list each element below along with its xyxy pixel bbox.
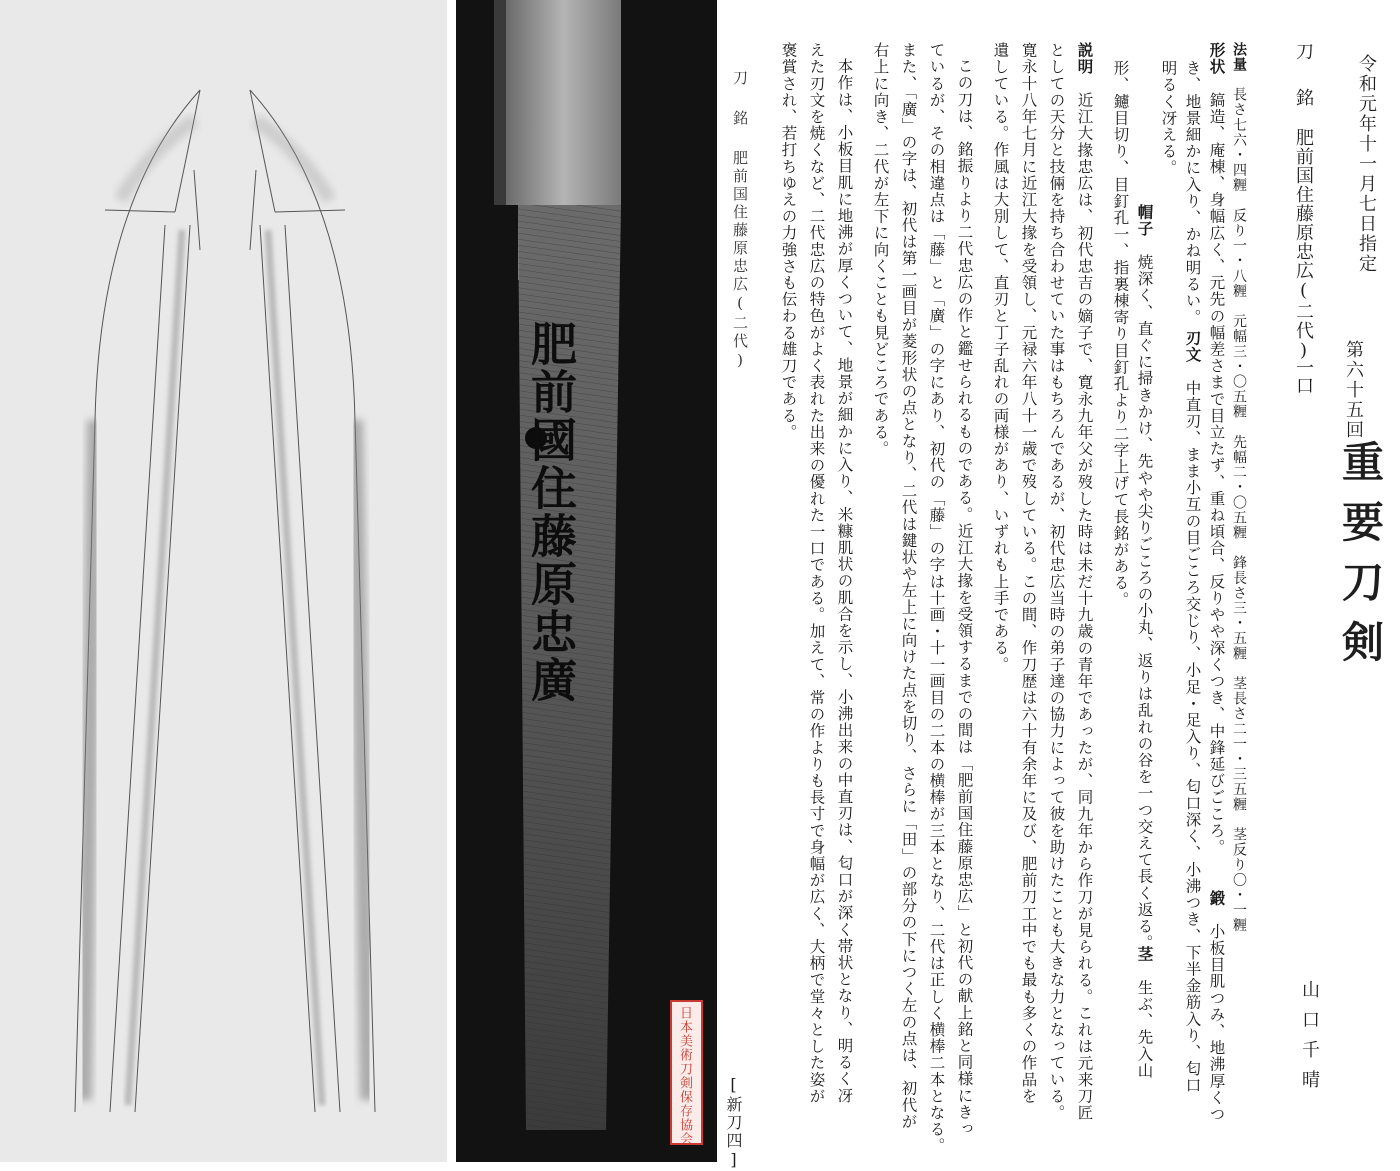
item-mei-label: 銘	[1293, 88, 1314, 106]
nakago-photograph	[456, 0, 717, 1162]
setsumei-line-2: としての天分と技倆を持ち合わせていた事はもちろんであるが、初代忠広当時の弟子達の協力によって彼を助けたことも大きな力となっている。	[1047, 42, 1066, 1121]
hamon-continued: 明るく冴える。	[1159, 60, 1178, 177]
hamon-row	[1184, 330, 1201, 1094]
kitae-row	[1208, 890, 1225, 1122]
image-caption-type: 刀	[731, 70, 749, 88]
item-type: 刀	[1293, 42, 1314, 60]
image-caption-mei: 肥前国住藤原忠広(二代)	[731, 150, 749, 372]
setsumei-line-4: 遺している。作風は大別して、直刃と丁子乱れの両様があり、いずれも上手である。	[991, 42, 1010, 673]
houryou-row	[1232, 42, 1246, 933]
nakago-drawing	[456, 0, 717, 1162]
hamon-label: 刃文	[1183, 330, 1203, 364]
nakago-row	[1136, 946, 1153, 1079]
nakago-continued: 形、鑢目切り、目釘孔一、指裏棟寄り目釘孔より二字上げて長銘がある。	[1111, 60, 1130, 608]
boshi-text: 焼深く、直ぐに掃きかけ、先やや尖りごころの小丸、返りは乱れの谷を一つ交えて長く返る。	[1135, 253, 1154, 952]
author-name: 山口千晴	[1299, 980, 1320, 1100]
keijou-continued: き、地景細かに入り、かね明るい。	[1183, 60, 1202, 326]
item-mei: 肥前国住藤原忠広(二代)	[1293, 128, 1314, 362]
nakago-label: 茎	[1135, 946, 1155, 963]
designation-date: 令和元年十一月七日指定	[1356, 54, 1377, 274]
nakago-text: 生ぶ、先入山	[1135, 979, 1154, 1079]
houryou-label: 法量	[1231, 42, 1247, 73]
setsumei-label: 説明	[1075, 42, 1095, 76]
para2-line-3: また、「廣」の字は、初代は第一画目が菱形状の点となり、二代は鍵状や左上に向けた点を切り、さらに「田」の部分の下につく左の点は、初代が	[899, 42, 918, 1130]
kitae-label: 鍛	[1207, 890, 1227, 907]
item-count: 一口	[1293, 358, 1314, 394]
setsumei-line-1: 近江大掾忠広は、初代忠吉の嫡子で、寛永九年父が歿した時は未だ十九歳の青年であったが、同九年から作刀が見られる。これは元来刀匠	[1075, 91, 1094, 1122]
oshigata-illustration	[0, 0, 447, 1162]
hamon-text: 中直刃、まま小互の目ごころ交じり、小足・足入り、匂口深く、小沸つき、下半金筋入り、匂口	[1183, 379, 1202, 1094]
kitae-text: 小板目肌つみ、地沸厚くつ	[1207, 923, 1226, 1123]
para2-line-2: ているが、その相違点は「藤」と「廣」の字にあり、初代の「藤」の字は十画・十一画目の二本の横棒が三本となり、二代は正しく横棒二本となる。	[927, 42, 946, 1155]
keijou-row	[1208, 42, 1225, 855]
image-caption-mei-label: 銘	[731, 110, 749, 128]
keijou-text: 鎬造、庵棟、身幅広く、元先の幅差さまで目立たず、重ね頃合、反りやや深くつき、中鋒延びごころ。	[1207, 91, 1226, 856]
houryou-text: 長さ七六・四糎 反り一・八糎 元幅三・〇五糎 先幅二・〇五糎 鋒長さ三・五糎 茎長さ二一・三五糎 茎反り〇・一糎	[1231, 87, 1247, 933]
keijou-label: 形状	[1207, 42, 1227, 76]
nakago-inscription: 肥前國住藤原忠廣	[524, 320, 578, 704]
oshigata-drawing	[0, 0, 447, 1162]
association-seal	[670, 1000, 703, 1145]
para3-line-1: 本作は、小板目肌に地沸が厚くついて、地景が細かに入り、米糠肌状の肌合を示し、小沸出来の中直刃は、匂口が深く帯状となり、明るく冴	[835, 58, 854, 1104]
reference-tag: [新刀四]	[724, 1075, 743, 1171]
para3-line-2: えた刃文を焼くなど、二代忠広の特色がよく表れた出来の優れた一口である。加えて、常の作よりも長寸で身幅が広く、大柄で堂々とした姿が	[807, 42, 826, 1105]
boshi-row	[1136, 204, 1153, 951]
para2-line-4: 右上に向き、二代が左下に向くことも見どころである。	[871, 42, 890, 457]
seal-text: 日本美術刀剣保存協会	[677, 1006, 692, 1146]
boshi-label: 帽子	[1135, 204, 1155, 238]
para3-line-3: 褒賞され、若打ちゆえの力強さも伝わる雄刀である。	[779, 42, 798, 441]
setsumei-row	[1076, 42, 1093, 1121]
para2-line-1: この刀は、銘振りより二代忠広の作と鑑せられるものである。近江大掾を受領するまでの間は「肥前国住藤原忠広」と初代の献上銘と同様にきっ	[955, 58, 974, 1137]
setsumei-line-3: 寛永十八年七月に近江大掾を受領し、元禄六年八十一歳で歿している。この間、作刀歴は六十有余年に及び、肥前刀工中でも最も多くの作品を	[1019, 42, 1038, 1105]
session-number: 第六十五回	[1343, 340, 1364, 440]
page-title: 重要刀剣	[1336, 440, 1385, 680]
